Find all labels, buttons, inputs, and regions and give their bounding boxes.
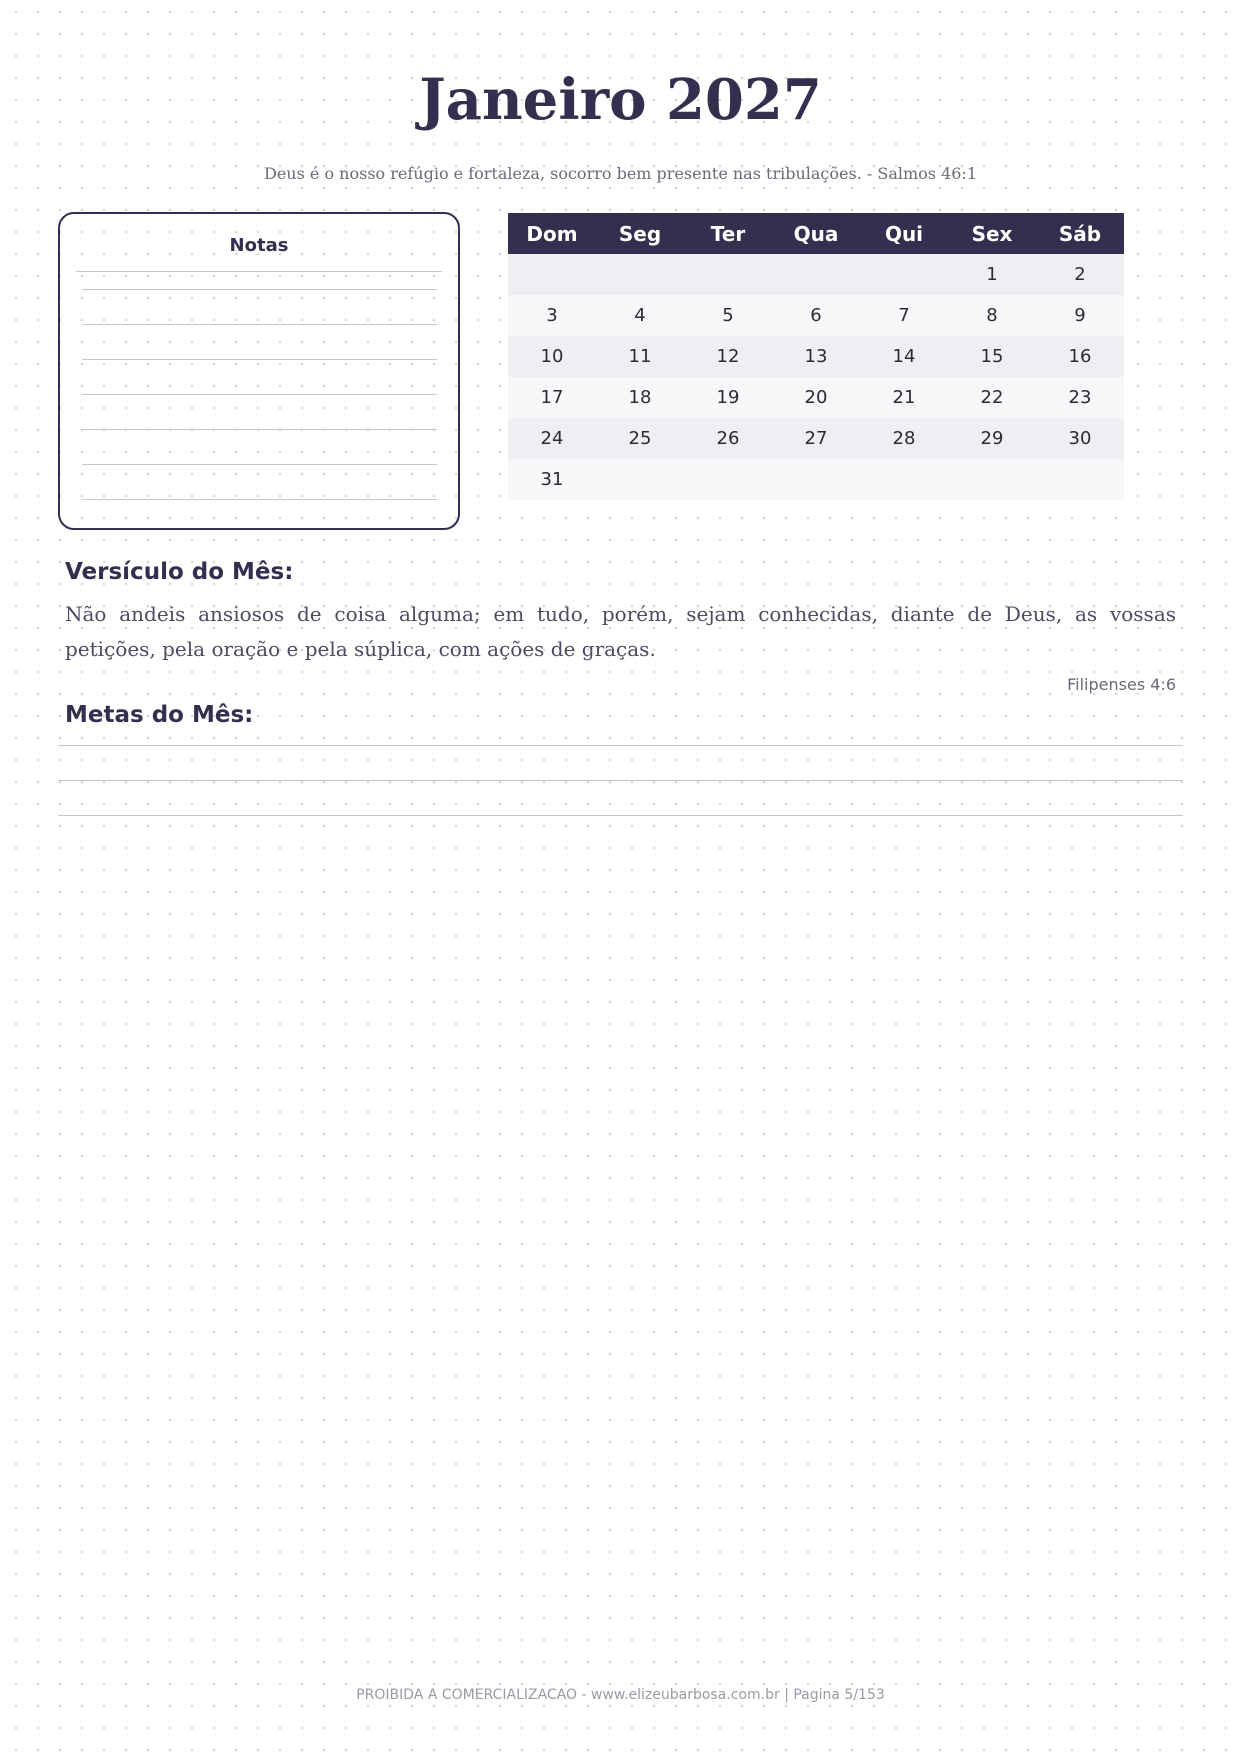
calendar-day: 28 — [860, 418, 948, 459]
weekday-friday: Sex — [948, 213, 1036, 254]
page-subtitle: Deus é o nosso refúgio e fortaleza, socorro bem presente nas tribulações. - Salmos 46:1 — [264, 164, 977, 183]
calendar-day: 20 — [772, 377, 860, 418]
notes-line — [82, 499, 437, 500]
calendar-day: 25 — [596, 418, 684, 459]
weekday-saturday: Sáb — [1036, 213, 1124, 254]
calendar-day: 22 — [948, 377, 1036, 418]
notes-line — [82, 324, 437, 325]
calendar-week — [508, 418, 1124, 459]
calendar-day: 15 — [948, 336, 1036, 377]
weekday-monday: Seg — [596, 213, 684, 254]
calendar-day: 6 — [772, 295, 860, 336]
calendar-day: 29 — [948, 418, 1036, 459]
calendar-day: 26 — [684, 418, 772, 459]
calendar-day — [684, 459, 772, 500]
calendar-day — [772, 254, 860, 295]
notes-line — [82, 289, 437, 290]
goal-line — [58, 745, 1183, 746]
calendar-day: 24 — [508, 418, 596, 459]
calendar-day — [508, 254, 596, 295]
notes-box — [58, 212, 460, 530]
calendar-day: 10 — [508, 336, 596, 377]
goal-line — [58, 815, 1183, 816]
goal-line — [58, 780, 1183, 781]
calendar-day — [948, 459, 1036, 500]
weekday-wednesday: Qua — [772, 213, 860, 254]
calendar-day: 7 — [860, 295, 948, 336]
notes-title: Notas — [229, 235, 289, 256]
calendar-day: 9 — [1036, 295, 1124, 336]
calendar-day: 5 — [684, 295, 772, 336]
calendar-week — [508, 459, 1124, 500]
calendar-day — [1036, 459, 1124, 500]
calendar-week — [508, 295, 1124, 336]
weekday-thursday: Qui — [860, 213, 948, 254]
calendar-day: 14 — [860, 336, 948, 377]
calendar-week — [508, 377, 1124, 418]
calendar-day: 11 — [596, 336, 684, 377]
calendar-day — [860, 459, 948, 500]
calendar-day: 13 — [772, 336, 860, 377]
calendar-day: 1 — [948, 254, 1036, 295]
notes-line — [82, 464, 437, 465]
goals-section-title: Metas do Mês: — [65, 702, 254, 728]
calendar-day — [684, 254, 772, 295]
calendar-week — [508, 336, 1124, 377]
calendar-day: 4 — [596, 295, 684, 336]
calendar-day: 30 — [1036, 418, 1124, 459]
notes-line — [82, 429, 437, 430]
calendar-day — [596, 254, 684, 295]
notes-line — [76, 271, 442, 272]
calendar-day: 17 — [508, 377, 596, 418]
verse-section-title: Versículo do Mês: — [65, 559, 294, 585]
notes-line — [82, 359, 437, 360]
calendar-day: 12 — [684, 336, 772, 377]
calendar-day: 18 — [596, 377, 684, 418]
calendar-day — [772, 459, 860, 500]
weekday-header-row — [508, 213, 1124, 254]
calendar-day: 3 — [508, 295, 596, 336]
page-title: Janeiro 2027 — [419, 67, 822, 133]
calendar-day: 21 — [860, 377, 948, 418]
calendar-day — [860, 254, 948, 295]
calendar-day: 31 — [508, 459, 596, 500]
calendar-day: 8 — [948, 295, 1036, 336]
month-calendar — [508, 213, 1124, 500]
calendar-day: 23 — [1036, 377, 1124, 418]
calendar-day — [596, 459, 684, 500]
notes-line — [82, 394, 437, 395]
weekday-tuesday: Ter — [684, 213, 772, 254]
verse-reference: Filipenses 4:6 — [1067, 675, 1176, 694]
weekday-sunday: Dom — [508, 213, 596, 254]
calendar-day: 27 — [772, 418, 860, 459]
calendar-week — [508, 254, 1124, 295]
calendar-day: 19 — [684, 377, 772, 418]
calendar-day: 16 — [1036, 336, 1124, 377]
verse-text: Não andeis ansiosos de coisa alguma; em tudo, porém, sejam conhecidas, diante de Deus, as vossas petições, pela oração e pela súplica, com ações de graças. — [65, 602, 1176, 661]
page-footer: PROIBIDA A COMERCIALIZACAO - www.elizeubarbosa.com.br | Pagina 5/153 — [356, 1687, 885, 1703]
calendar-day: 2 — [1036, 254, 1124, 295]
